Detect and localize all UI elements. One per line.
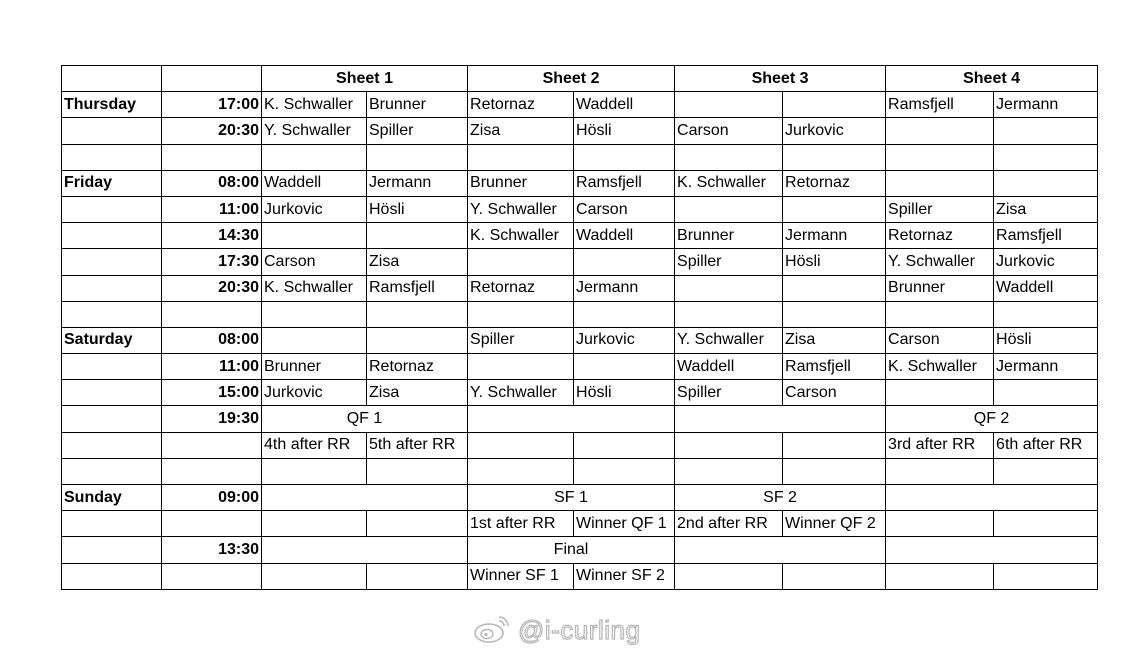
team-cell [783, 196, 886, 222]
table-row [62, 196, 1098, 222]
table-row [62, 327, 1098, 353]
team-cell: Zisa [783, 327, 886, 353]
sheet-2-header: Sheet 2 [468, 66, 675, 92]
team-cell [783, 92, 886, 118]
time-label: 08:00 [162, 327, 262, 353]
table-row [62, 118, 1098, 144]
watermark [472, 612, 640, 648]
team-cell: Y. Schwaller [886, 249, 994, 275]
time-label: 08:00 [162, 170, 262, 196]
team-cell: Brunner [886, 275, 994, 301]
team-cell [994, 380, 1098, 406]
team-cell [367, 327, 468, 353]
qf2-team-b: 6th after RR [994, 432, 1098, 458]
team-cell: Y. Schwaller [675, 327, 783, 353]
team-cell: Hösli [783, 249, 886, 275]
team-cell: Y. Schwaller [262, 118, 367, 144]
sf2-team-a: 2nd after RR [675, 511, 783, 537]
team-cell [262, 327, 367, 353]
weibo-logo-icon [472, 612, 512, 649]
team-cell: Hösli [574, 118, 675, 144]
time-label: 15:00 [162, 380, 262, 406]
day-label: Sunday [62, 485, 162, 511]
table-row [62, 170, 1098, 196]
time-label: 20:30 [162, 275, 262, 301]
time-label: 19:30 [162, 406, 262, 432]
team-cell [886, 170, 994, 196]
team-cell: Waddell [675, 354, 783, 380]
team-cell: Retornaz [783, 170, 886, 196]
team-cell [886, 118, 994, 144]
table-row [62, 92, 1098, 118]
team-cell: Zisa [367, 249, 468, 275]
final-teams-row [62, 563, 1098, 589]
team-cell: Retornaz [468, 275, 574, 301]
table-row [62, 458, 1098, 484]
team-cell: Spiller [675, 249, 783, 275]
day-label [62, 223, 162, 249]
table-row [62, 301, 1098, 327]
team-cell: Ramsfjell [783, 354, 886, 380]
team-cell [994, 301, 1098, 327]
table-row [62, 249, 1098, 275]
team-cell: Hösli [367, 196, 468, 222]
team-cell [468, 144, 574, 170]
team-cell [367, 301, 468, 327]
team-cell [675, 92, 783, 118]
team-cell: Retornaz [886, 223, 994, 249]
time-label: 17:30 [162, 249, 262, 275]
team-cell [262, 301, 367, 327]
team-cell [367, 223, 468, 249]
day-label [62, 118, 162, 144]
final-label-row [62, 537, 1098, 563]
team-cell [262, 223, 367, 249]
day-label [62, 354, 162, 380]
team-cell: K. Schwaller [262, 92, 367, 118]
team-cell: Carson [675, 118, 783, 144]
sheet-1-header: Sheet 1 [262, 66, 468, 92]
team-cell: Brunner [468, 170, 574, 196]
team-cell [783, 301, 886, 327]
sf2-team-b: Winner QF 2 [783, 511, 886, 537]
team-cell: Waddell [994, 275, 1098, 301]
team-cell: K. Schwaller [886, 354, 994, 380]
team-cell [675, 144, 783, 170]
sf-teams-row [62, 511, 1098, 537]
team-cell [886, 301, 994, 327]
team-cell: Jurkovic [262, 380, 367, 406]
team-cell [675, 196, 783, 222]
team-cell: Jermann [994, 354, 1098, 380]
team-cell [783, 275, 886, 301]
qf2-team-a: 3rd after RR [886, 432, 994, 458]
team-cell [994, 118, 1098, 144]
team-cell [675, 275, 783, 301]
team-cell: Carson [262, 249, 367, 275]
sheet-3-header: Sheet 3 [675, 66, 886, 92]
team-cell: Spiller [675, 380, 783, 406]
sf1-label: SF 1 [468, 485, 675, 511]
team-cell: Ramsfjell [886, 92, 994, 118]
team-cell: K. Schwaller [675, 170, 783, 196]
team-cell: K. Schwaller [262, 275, 367, 301]
team-cell: Ramsfjell [367, 275, 468, 301]
day-label [62, 249, 162, 275]
table-row [62, 275, 1098, 301]
team-cell: Y. Schwaller [468, 196, 574, 222]
day-label [62, 275, 162, 301]
team-cell: Brunner [262, 354, 367, 380]
qf1-team-a: 4th after RR [262, 432, 367, 458]
day-label: Friday [62, 170, 162, 196]
table-row [62, 380, 1098, 406]
team-cell: Jermann [574, 275, 675, 301]
team-cell [468, 249, 574, 275]
team-cell [262, 144, 367, 170]
team-cell: Zisa [367, 380, 468, 406]
team-cell [574, 144, 675, 170]
header-row [62, 66, 1098, 92]
team-cell: Spiller [367, 118, 468, 144]
day-label: Saturday [62, 327, 162, 353]
sf1-team-a: 1st after RR [468, 511, 574, 537]
team-cell [886, 380, 994, 406]
team-cell: Waddell [574, 223, 675, 249]
time-label: 17:00 [162, 92, 262, 118]
team-cell: Retornaz [468, 92, 574, 118]
team-cell [574, 301, 675, 327]
time-label: 13:30 [162, 537, 262, 563]
team-cell [468, 354, 574, 380]
team-cell: Jurkovic [574, 327, 675, 353]
team-cell: Jurkovic [783, 118, 886, 144]
team-cell: Brunner [367, 92, 468, 118]
team-cell [367, 144, 468, 170]
time-label: 20:30 [162, 118, 262, 144]
table-row [62, 144, 1098, 170]
day-label [62, 301, 162, 327]
team-cell: Hösli [574, 380, 675, 406]
day-label: Thursday [62, 92, 162, 118]
final-label: Final [468, 537, 675, 563]
sf1-team-b: Winner QF 1 [574, 511, 675, 537]
team-cell: Y. Schwaller [468, 380, 574, 406]
team-cell: Jurkovic [262, 196, 367, 222]
schedule-table [61, 65, 1098, 590]
team-cell [574, 249, 675, 275]
team-cell: Waddell [262, 170, 367, 196]
day-label [62, 144, 162, 170]
sf-label-row [62, 485, 1098, 511]
team-cell: Retornaz [367, 354, 468, 380]
team-cell: Carson [783, 380, 886, 406]
final-team-a: Winner SF 1 [468, 563, 574, 589]
day-label [62, 380, 162, 406]
table-row [62, 223, 1098, 249]
time-label: 11:00 [162, 354, 262, 380]
qf1-team-b: 5th after RR [367, 432, 468, 458]
time-label: 11:00 [162, 196, 262, 222]
team-cell [468, 301, 574, 327]
qf2-label: QF 2 [886, 406, 1098, 432]
team-cell: Jermann [367, 170, 468, 196]
team-cell [994, 170, 1098, 196]
team-cell: Hösli [994, 327, 1098, 353]
team-cell: Carson [886, 327, 994, 353]
team-cell: Zisa [468, 118, 574, 144]
table-row [62, 354, 1098, 380]
time-label: 14:30 [162, 223, 262, 249]
team-cell [886, 144, 994, 170]
qf-label-row [62, 406, 1098, 432]
team-cell: Spiller [886, 196, 994, 222]
watermark-text: @i-curling [518, 614, 641, 645]
qf1-label: QF 1 [262, 406, 468, 432]
sf2-label: SF 2 [675, 485, 886, 511]
team-cell [675, 301, 783, 327]
team-cell: Jermann [783, 223, 886, 249]
team-cell [783, 144, 886, 170]
time-label [162, 144, 262, 170]
team-cell: Carson [574, 196, 675, 222]
time-label [162, 301, 262, 327]
day-label [62, 196, 162, 222]
final-team-b: Winner SF 2 [574, 563, 675, 589]
team-cell: Waddell [574, 92, 675, 118]
team-cell [574, 354, 675, 380]
time-label: 09:00 [162, 485, 262, 511]
team-cell: Spiller [468, 327, 574, 353]
team-cell: Brunner [675, 223, 783, 249]
team-cell: Ramsfjell [994, 223, 1098, 249]
team-cell: Jurkovic [994, 249, 1098, 275]
team-cell: Ramsfjell [574, 170, 675, 196]
qf-teams-row [62, 432, 1098, 458]
team-cell: K. Schwaller [468, 223, 574, 249]
team-cell: Zisa [994, 196, 1098, 222]
team-cell: Jermann [994, 92, 1098, 118]
sheet-4-header: Sheet 4 [886, 66, 1098, 92]
team-cell [994, 144, 1098, 170]
